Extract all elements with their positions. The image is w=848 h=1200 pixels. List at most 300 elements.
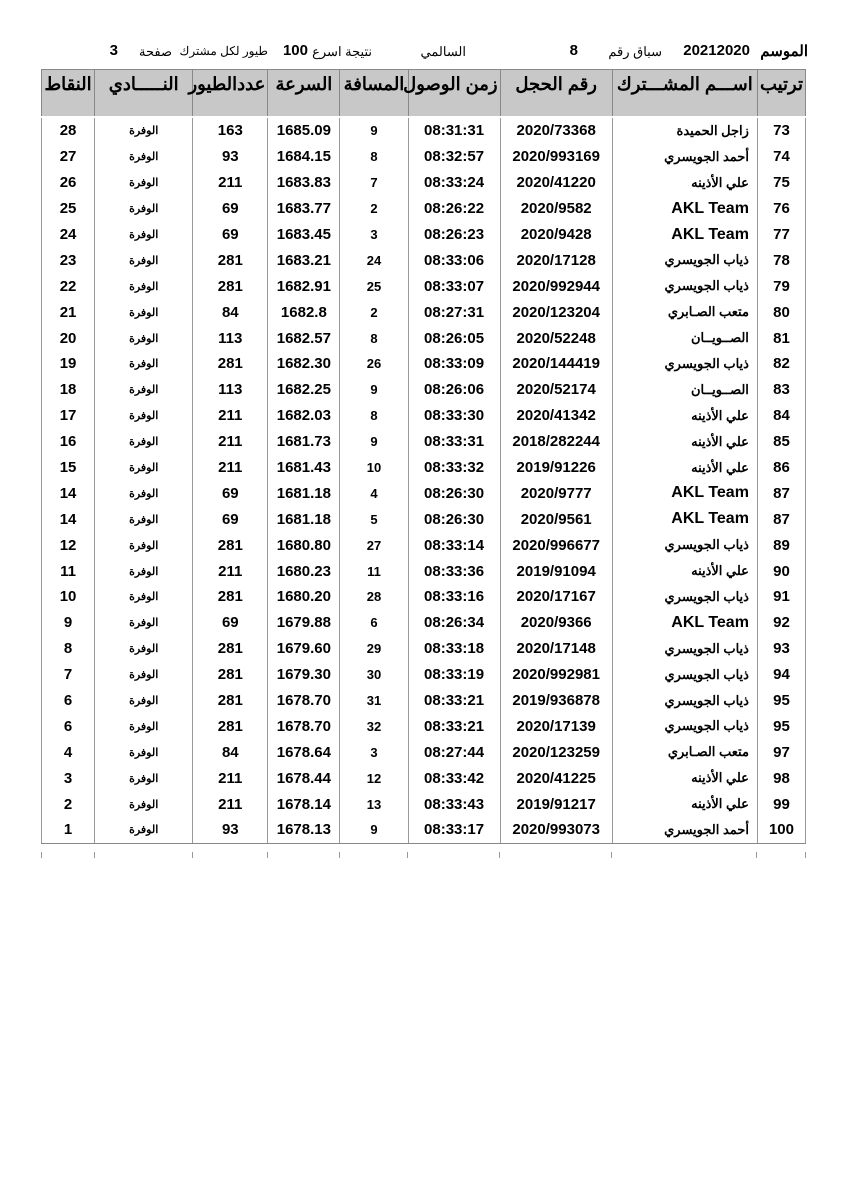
- table-row: [42, 610, 806, 636]
- cell-time: 08:33:31: [408, 429, 500, 455]
- cell-time: 08:33:36: [408, 558, 500, 584]
- cell-rank: 78: [757, 247, 805, 273]
- cell-club: الوفرة: [95, 713, 193, 739]
- cell-dist: 32: [340, 713, 408, 739]
- cell-points: 11: [42, 558, 95, 584]
- table-row: [42, 662, 806, 688]
- cell-birds: 69: [193, 196, 268, 222]
- table-row: [42, 480, 806, 506]
- cell-dist: 13: [340, 791, 408, 817]
- column-header-speed: السرعة: [268, 70, 340, 118]
- cell-rank: 81: [757, 325, 805, 351]
- cell-time: 08:26:22: [408, 196, 500, 222]
- cell-speed: 1683.21: [268, 247, 340, 273]
- cell-ring: 2020/992944: [500, 273, 612, 299]
- cell-speed: 1678.44: [268, 765, 340, 791]
- table-row: [42, 636, 806, 662]
- cell-speed: 1678.64: [268, 739, 340, 765]
- cell-dist: 3: [340, 222, 408, 248]
- cell-points: 10: [42, 584, 95, 610]
- cell-points: 12: [42, 532, 95, 558]
- cell-rank: 95: [757, 688, 805, 714]
- cell-birds: 84: [193, 299, 268, 325]
- cell-dist: 9: [340, 377, 408, 403]
- table-row: [42, 739, 806, 765]
- cell-name: الصــويــان: [612, 325, 757, 351]
- cell-time: 08:26:05: [408, 325, 500, 351]
- column-tick: [267, 852, 268, 858]
- page-label: صفحة: [139, 44, 172, 59]
- table-row: [42, 455, 806, 481]
- cell-name: الصــويــان: [612, 377, 757, 403]
- cell-speed: 1682.25: [268, 377, 340, 403]
- cell-rank: 89: [757, 532, 805, 558]
- cell-ring: 2020/993073: [500, 817, 612, 843]
- cell-points: 19: [42, 351, 95, 377]
- cell-points: 15: [42, 455, 95, 481]
- cell-points: 22: [42, 273, 95, 299]
- location: السالمي: [420, 44, 466, 59]
- table-row: [42, 817, 806, 843]
- cell-time: 08:33:42: [408, 765, 500, 791]
- cell-dist: 29: [340, 636, 408, 662]
- cell-birds: 211: [193, 558, 268, 584]
- cell-speed: 1683.83: [268, 170, 340, 196]
- cell-name: علي الأذينه: [612, 765, 757, 791]
- table-row: [42, 299, 806, 325]
- cell-time: 08:33:32: [408, 455, 500, 481]
- cell-club: الوفرة: [95, 558, 193, 584]
- cell-club: الوفرة: [95, 739, 193, 765]
- cell-time: 08:31:31: [408, 117, 500, 144]
- table-row: [42, 325, 806, 351]
- cell-birds: 281: [193, 584, 268, 610]
- cell-name: ذياب الجويسري: [612, 351, 757, 377]
- cell-dist: 2: [340, 299, 408, 325]
- cell-birds: 211: [193, 403, 268, 429]
- cell-club: الوفرة: [95, 325, 193, 351]
- race-number: 8: [569, 42, 578, 59]
- page-number: 3: [109, 42, 118, 59]
- cell-points: 1: [42, 817, 95, 843]
- cell-club: الوفرة: [95, 506, 193, 532]
- cell-rank: 80: [757, 299, 805, 325]
- cell-birds: 113: [193, 377, 268, 403]
- cell-rank: 86: [757, 455, 805, 481]
- cell-points: 14: [42, 480, 95, 506]
- cell-club: الوفرة: [95, 817, 193, 843]
- cell-dist: 4: [340, 480, 408, 506]
- cell-speed: 1685.09: [268, 117, 340, 144]
- cell-birds: 163: [193, 117, 268, 144]
- cell-speed: 1678.14: [268, 791, 340, 817]
- cell-rank: 74: [757, 144, 805, 170]
- cell-rank: 83: [757, 377, 805, 403]
- cell-birds: 281: [193, 351, 268, 377]
- table-row: [42, 377, 806, 403]
- cell-ring: 2020/52248: [500, 325, 612, 351]
- cell-rank: 87: [757, 480, 805, 506]
- cell-ring: 2020/17128: [500, 247, 612, 273]
- cell-dist: 7: [340, 170, 408, 196]
- cell-points: 21: [42, 299, 95, 325]
- cell-rank: 97: [757, 739, 805, 765]
- cell-time: 08:33:16: [408, 584, 500, 610]
- cell-speed: 1684.15: [268, 144, 340, 170]
- cell-ring: 2018/282244: [500, 429, 612, 455]
- cell-club: الوفرة: [95, 403, 193, 429]
- cell-dist: 10: [340, 455, 408, 481]
- cell-club: الوفرة: [95, 247, 193, 273]
- cell-birds: 69: [193, 222, 268, 248]
- report-header: [40, 42, 808, 66]
- cell-points: 25: [42, 196, 95, 222]
- column-tick: [805, 852, 806, 858]
- cell-points: 6: [42, 688, 95, 714]
- cell-time: 08:33:18: [408, 636, 500, 662]
- cell-points: 14: [42, 506, 95, 532]
- cell-dist: 8: [340, 403, 408, 429]
- cell-birds: 69: [193, 480, 268, 506]
- cell-time: 08:33:14: [408, 532, 500, 558]
- cell-name: علي الأذينه: [612, 429, 757, 455]
- cell-ring: 2020/123259: [500, 739, 612, 765]
- column-tick: [41, 852, 42, 858]
- cell-time: 08:27:44: [408, 739, 500, 765]
- cell-ring: 2020/17167: [500, 584, 612, 610]
- cell-speed: 1681.43: [268, 455, 340, 481]
- cell-name: متعب الصـابري: [612, 299, 757, 325]
- cell-ring: 2020/9561: [500, 506, 612, 532]
- birds-label: طيور لكل مشترك: [179, 44, 268, 58]
- cell-points: 17: [42, 403, 95, 429]
- cell-points: 28: [42, 117, 95, 144]
- cell-dist: 9: [340, 117, 408, 144]
- cell-ring: 2020/41342: [500, 403, 612, 429]
- cell-birds: 281: [193, 713, 268, 739]
- cell-points: 7: [42, 662, 95, 688]
- cell-speed: 1678.70: [268, 688, 340, 714]
- cell-birds: 93: [193, 817, 268, 843]
- cell-ring: 2020/123204: [500, 299, 612, 325]
- birds-count: 100: [282, 42, 308, 59]
- cell-birds: 281: [193, 532, 268, 558]
- cell-rank: 76: [757, 196, 805, 222]
- cell-dist: 9: [340, 817, 408, 843]
- table-row: [42, 403, 806, 429]
- table-row: [42, 558, 806, 584]
- cell-name: ذياب الجويسري: [612, 584, 757, 610]
- cell-speed: 1681.18: [268, 480, 340, 506]
- cell-birds: 211: [193, 429, 268, 455]
- cell-birds: 93: [193, 144, 268, 170]
- cell-time: 08:27:31: [408, 299, 500, 325]
- cell-club: الوفرة: [95, 662, 193, 688]
- column-header-time: زمن الوصول: [408, 70, 500, 118]
- cell-name: علي الأذينه: [612, 403, 757, 429]
- cell-points: 8: [42, 636, 95, 662]
- cell-ring: 2020/17148: [500, 636, 612, 662]
- results-table: [41, 69, 806, 844]
- cell-points: 3: [42, 765, 95, 791]
- cell-name: ذياب الجويسري: [612, 247, 757, 273]
- cell-time: 08:33:07: [408, 273, 500, 299]
- column-tick: [94, 852, 95, 858]
- cell-rank: 91: [757, 584, 805, 610]
- cell-ring: 2020/144419: [500, 351, 612, 377]
- cell-dist: 2: [340, 196, 408, 222]
- cell-dist: 6: [340, 610, 408, 636]
- table-row: [42, 429, 806, 455]
- cell-speed: 1681.18: [268, 506, 340, 532]
- cell-club: الوفرة: [95, 299, 193, 325]
- table-header-row: [42, 70, 806, 118]
- cell-rank: 100: [757, 817, 805, 843]
- cell-name: ذياب الجويسري: [612, 636, 757, 662]
- season-value: 20212020: [683, 42, 750, 59]
- table-row: [42, 170, 806, 196]
- cell-club: الوفرة: [95, 688, 193, 714]
- cell-ring: 2020/52174: [500, 377, 612, 403]
- cell-name: أحمد الجويسري: [612, 144, 757, 170]
- cell-club: الوفرة: [95, 117, 193, 144]
- cell-rank: 94: [757, 662, 805, 688]
- column-tick: [192, 852, 193, 858]
- table-body: [42, 117, 806, 843]
- cell-points: 9: [42, 610, 95, 636]
- cell-birds: 281: [193, 273, 268, 299]
- cell-club: الوفرة: [95, 610, 193, 636]
- cell-club: الوفرة: [95, 455, 193, 481]
- cell-rank: 82: [757, 351, 805, 377]
- table-row: [42, 117, 806, 144]
- cell-speed: 1680.23: [268, 558, 340, 584]
- cell-speed: 1680.20: [268, 584, 340, 610]
- cell-speed: 1679.88: [268, 610, 340, 636]
- cell-ring: 2020/41220: [500, 170, 612, 196]
- cell-club: الوفرة: [95, 480, 193, 506]
- cell-time: 08:33:21: [408, 688, 500, 714]
- cell-points: 16: [42, 429, 95, 455]
- cell-name: ذياب الجويسري: [612, 662, 757, 688]
- cell-rank: 85: [757, 429, 805, 455]
- cell-time: 08:26:23: [408, 222, 500, 248]
- table-row: [42, 791, 806, 817]
- cell-dist: 27: [340, 532, 408, 558]
- cell-name: AKL Team: [612, 196, 757, 222]
- cell-birds: 69: [193, 506, 268, 532]
- cell-name: علي الأذينه: [612, 170, 757, 196]
- cell-time: 08:33:19: [408, 662, 500, 688]
- cell-time: 08:33:21: [408, 713, 500, 739]
- cell-club: الوفرة: [95, 377, 193, 403]
- cell-name: AKL Team: [612, 610, 757, 636]
- column-tick: [611, 852, 612, 858]
- cell-speed: 1679.60: [268, 636, 340, 662]
- cell-time: 08:33:06: [408, 247, 500, 273]
- cell-club: الوفرة: [95, 532, 193, 558]
- cell-birds: 84: [193, 739, 268, 765]
- cell-time: 08:33:24: [408, 170, 500, 196]
- cell-speed: 1682.8: [268, 299, 340, 325]
- table-row: [42, 584, 806, 610]
- cell-speed: 1681.73: [268, 429, 340, 455]
- cell-time: 08:33:43: [408, 791, 500, 817]
- cell-club: الوفرة: [95, 222, 193, 248]
- cell-name: علي الأذينه: [612, 455, 757, 481]
- cell-rank: 73: [757, 117, 805, 144]
- cell-club: الوفرة: [95, 765, 193, 791]
- cell-speed: 1682.91: [268, 273, 340, 299]
- cell-points: 6: [42, 713, 95, 739]
- cell-dist: 9: [340, 429, 408, 455]
- cell-rank: 84: [757, 403, 805, 429]
- cell-time: 08:26:06: [408, 377, 500, 403]
- race-label: سباق رقم: [608, 44, 662, 59]
- cell-rank: 77: [757, 222, 805, 248]
- cell-rank: 98: [757, 765, 805, 791]
- cell-ring: 2020/9428: [500, 222, 612, 248]
- cell-dist: 5: [340, 506, 408, 532]
- cell-time: 08:26:30: [408, 480, 500, 506]
- cell-birds: 113: [193, 325, 268, 351]
- cell-club: الوفرة: [95, 351, 193, 377]
- cell-points: 27: [42, 144, 95, 170]
- table-row: [42, 532, 806, 558]
- cell-name: علي الأذينه: [612, 558, 757, 584]
- cell-birds: 211: [193, 455, 268, 481]
- cell-speed: 1678.70: [268, 713, 340, 739]
- cell-dist: 12: [340, 765, 408, 791]
- cell-ring: 2020/996677: [500, 532, 612, 558]
- cell-rank: 79: [757, 273, 805, 299]
- cell-name: علي الأذينه: [612, 791, 757, 817]
- cell-points: 2: [42, 791, 95, 817]
- table-row: [42, 713, 806, 739]
- cell-birds: 281: [193, 688, 268, 714]
- cell-dist: 24: [340, 247, 408, 273]
- cell-dist: 25: [340, 273, 408, 299]
- cell-dist: 3: [340, 739, 408, 765]
- cell-points: 4: [42, 739, 95, 765]
- cell-ring: 2020/992981: [500, 662, 612, 688]
- cell-club: الوفرة: [95, 791, 193, 817]
- column-header-rank: ترتيب: [757, 70, 805, 118]
- column-header-points: النقاط: [42, 70, 95, 118]
- cell-birds: 211: [193, 791, 268, 817]
- cell-ring: 2020/73368: [500, 117, 612, 144]
- cell-dist: 31: [340, 688, 408, 714]
- cell-name: زاجل الحميدة: [612, 117, 757, 144]
- cell-birds: 211: [193, 765, 268, 791]
- cell-birds: 281: [193, 662, 268, 688]
- cell-speed: 1683.77: [268, 196, 340, 222]
- cell-rank: 75: [757, 170, 805, 196]
- cell-ring: 2019/91094: [500, 558, 612, 584]
- cell-name: متعب الصـابري: [612, 739, 757, 765]
- cell-dist: 30: [340, 662, 408, 688]
- cell-speed: 1679.30: [268, 662, 340, 688]
- cell-birds: 211: [193, 170, 268, 196]
- cell-speed: 1680.80: [268, 532, 340, 558]
- column-tick: [499, 852, 500, 858]
- cell-club: الوفرة: [95, 584, 193, 610]
- cell-rank: 90: [757, 558, 805, 584]
- cell-ring: 2020/9366: [500, 610, 612, 636]
- cell-points: 20: [42, 325, 95, 351]
- cell-birds: 281: [193, 636, 268, 662]
- cell-name: أحمد الجويسري: [612, 817, 757, 843]
- cell-time: 08:33:17: [408, 817, 500, 843]
- cell-ring: 2019/91226: [500, 455, 612, 481]
- column-tick: [756, 852, 757, 858]
- table-row: [42, 273, 806, 299]
- cell-ring: 2020/9582: [500, 196, 612, 222]
- cell-name: AKL Team: [612, 222, 757, 248]
- result-label: نتيجة اسرع: [312, 44, 372, 59]
- column-tick: [407, 852, 408, 858]
- cell-ring: 2020/17139: [500, 713, 612, 739]
- cell-points: 23: [42, 247, 95, 273]
- table-row: [42, 247, 806, 273]
- cell-name: ذياب الجويسري: [612, 532, 757, 558]
- cell-dist: 28: [340, 584, 408, 610]
- cell-speed: 1682.57: [268, 325, 340, 351]
- cell-rank: 87: [757, 506, 805, 532]
- cell-points: 24: [42, 222, 95, 248]
- season-label: الموسم: [760, 43, 808, 60]
- cell-dist: 8: [340, 325, 408, 351]
- cell-ring: 2020/41225: [500, 765, 612, 791]
- cell-rank: 99: [757, 791, 805, 817]
- table-row: [42, 351, 806, 377]
- cell-points: 18: [42, 377, 95, 403]
- cell-name: ذياب الجويسري: [612, 688, 757, 714]
- cell-name: ذياب الجويسري: [612, 713, 757, 739]
- column-tick: [339, 852, 340, 858]
- cell-points: 26: [42, 170, 95, 196]
- cell-ring: 2019/936878: [500, 688, 612, 714]
- table-row: [42, 765, 806, 791]
- cell-club: الوفرة: [95, 144, 193, 170]
- cell-time: 08:33:30: [408, 403, 500, 429]
- column-header-dist: المسافة: [340, 70, 408, 118]
- cell-dist: 26: [340, 351, 408, 377]
- cell-birds: 69: [193, 610, 268, 636]
- cell-time: 08:32:57: [408, 144, 500, 170]
- column-header-name: اســـم المشـــترك: [612, 70, 757, 118]
- cell-birds: 281: [193, 247, 268, 273]
- cell-club: الوفرة: [95, 636, 193, 662]
- cell-rank: 95: [757, 713, 805, 739]
- cell-club: الوفرة: [95, 196, 193, 222]
- cell-time: 08:26:30: [408, 506, 500, 532]
- cell-rank: 92: [757, 610, 805, 636]
- cell-time: 08:33:09: [408, 351, 500, 377]
- cell-dist: 11: [340, 558, 408, 584]
- cell-name: AKL Team: [612, 480, 757, 506]
- cell-club: الوفرة: [95, 170, 193, 196]
- cell-speed: 1683.45: [268, 222, 340, 248]
- table-row: [42, 196, 806, 222]
- cell-rank: 93: [757, 636, 805, 662]
- table-row: [42, 506, 806, 532]
- cell-name: ذياب الجويسري: [612, 273, 757, 299]
- cell-speed: 1682.30: [268, 351, 340, 377]
- cell-dist: 8: [340, 144, 408, 170]
- cell-speed: 1678.13: [268, 817, 340, 843]
- cell-club: الوفرة: [95, 273, 193, 299]
